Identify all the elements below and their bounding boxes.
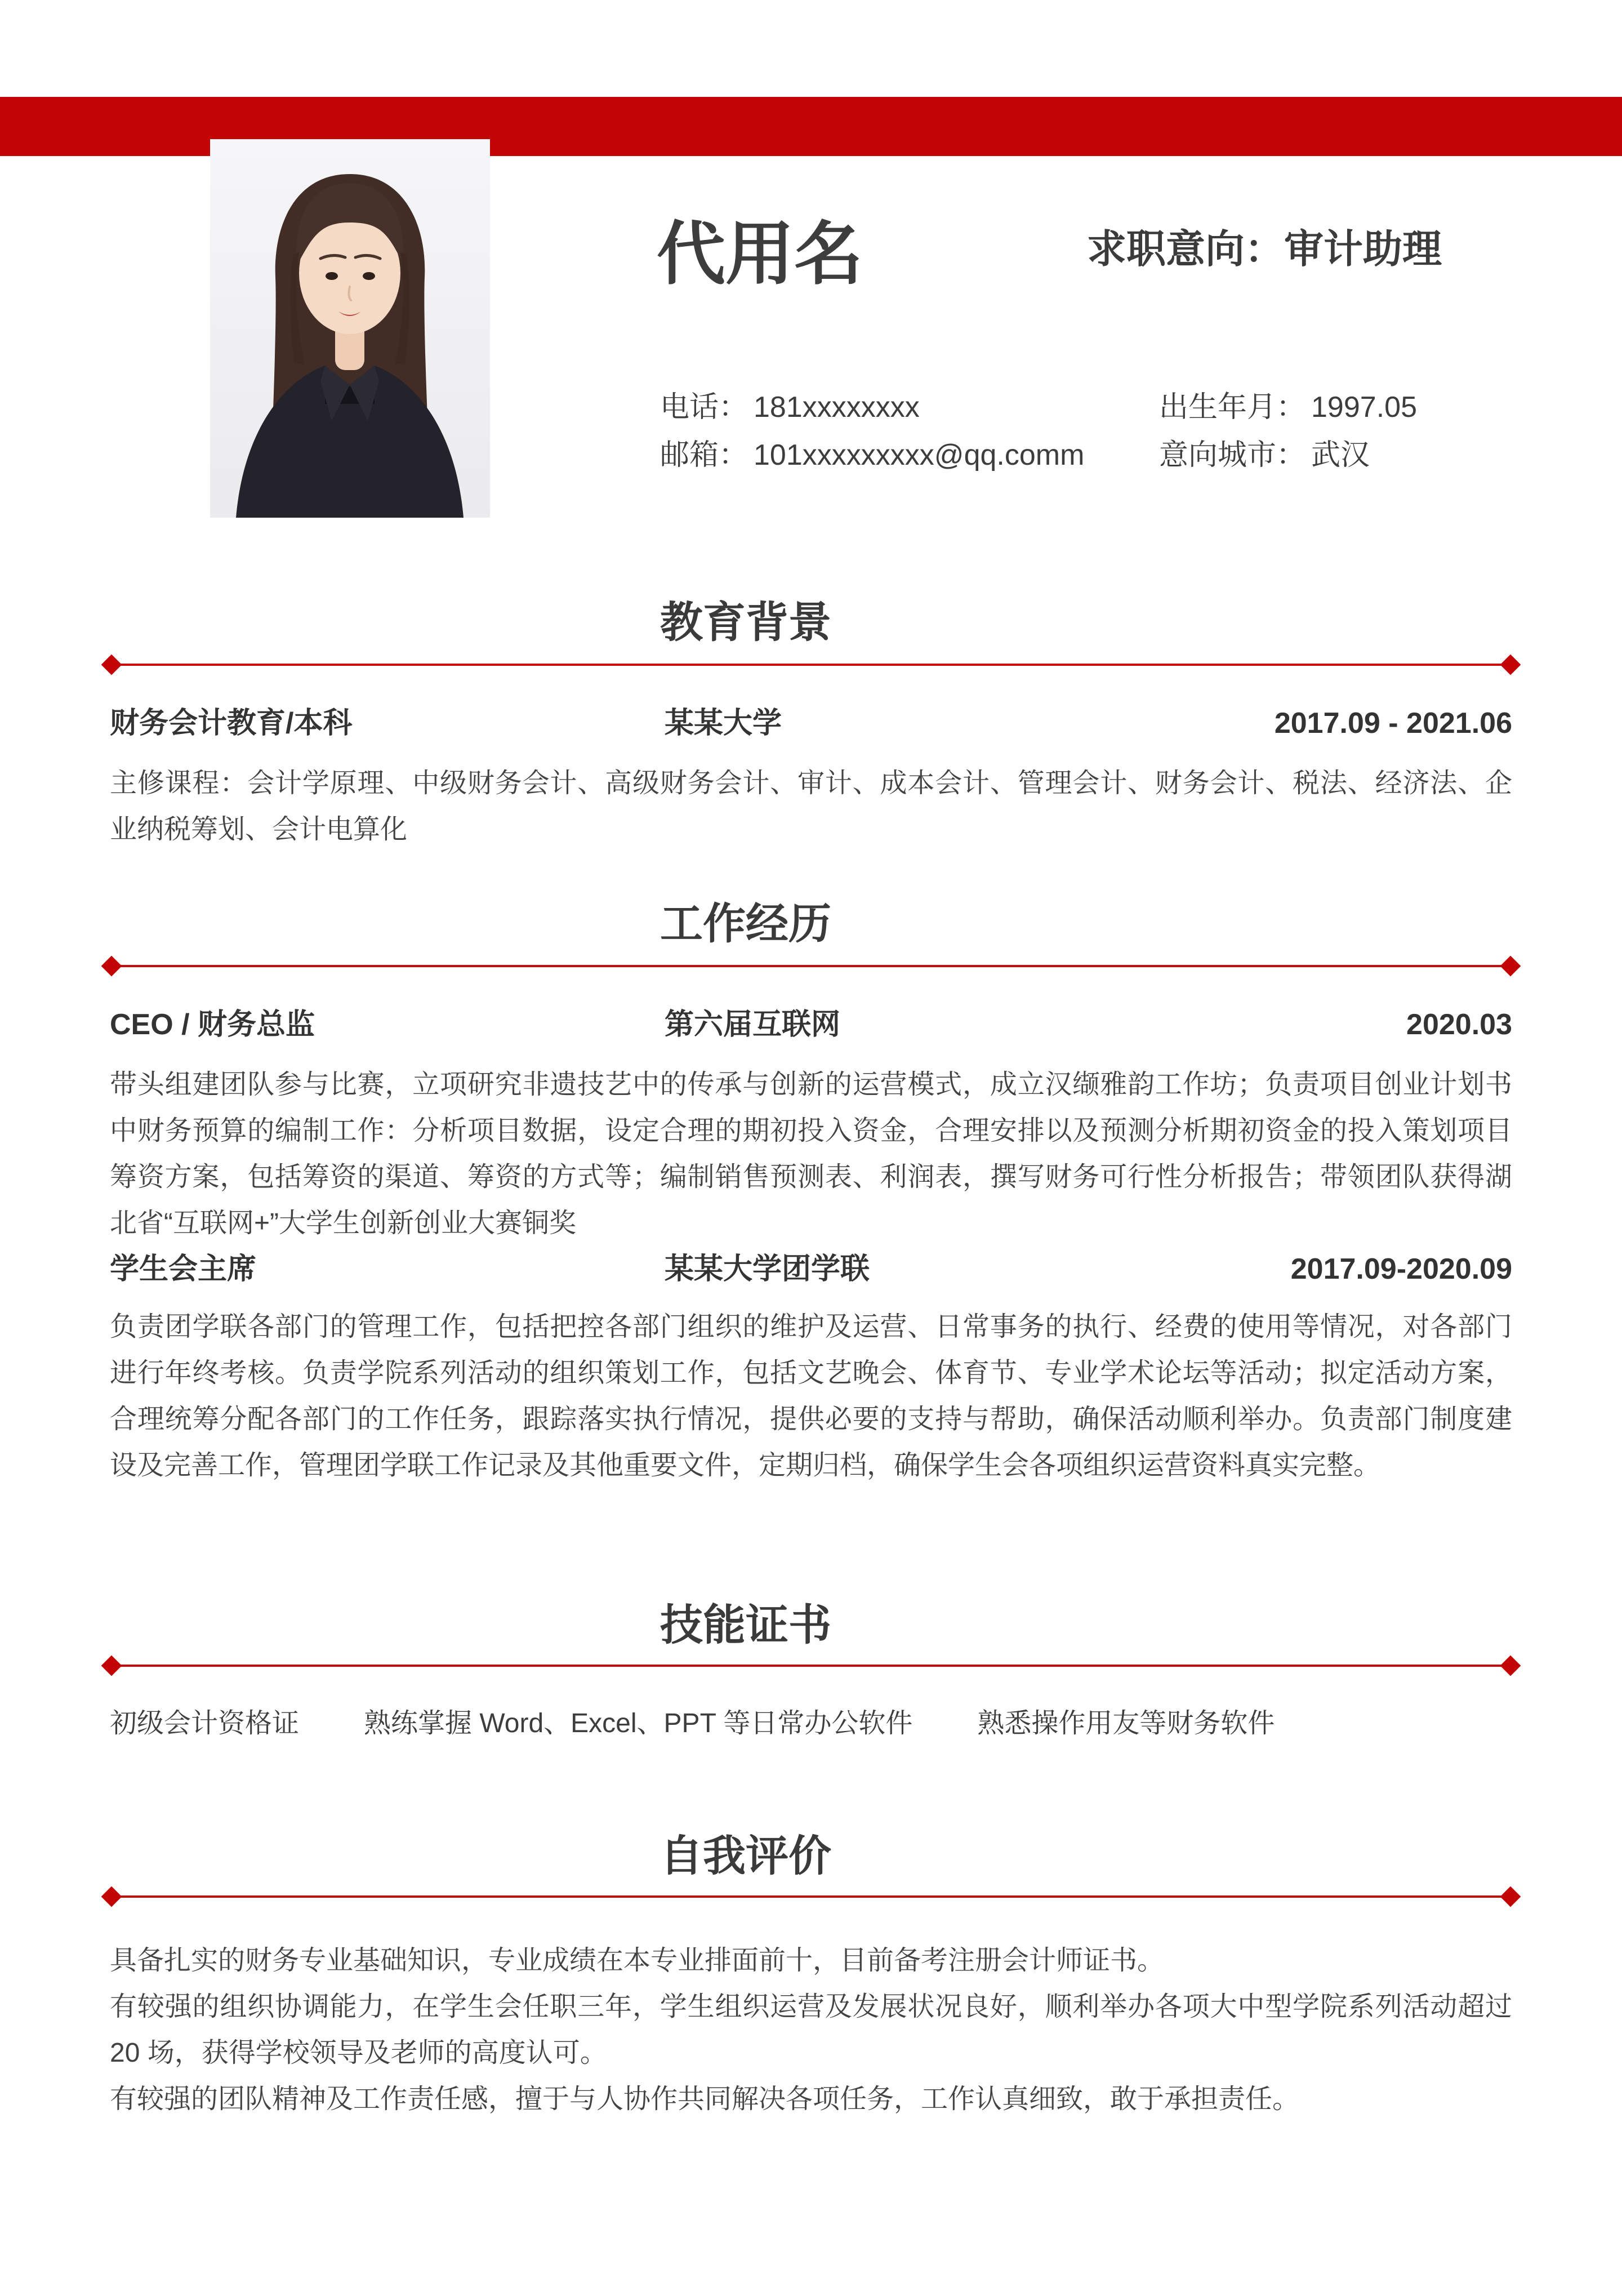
skill-item: 熟练掌握 Word、Excel、PPT 等日常办公软件 bbox=[364, 1708, 913, 1738]
education-major: 财务会计教育/本科 bbox=[110, 707, 353, 740]
city-label: 意向城市： bbox=[1159, 439, 1306, 471]
self-evaluation-item: 具备扎实的财务专业基础知识，专业成绩在本专业排面前十，目前备考注册会计师证书。 bbox=[110, 1946, 1165, 1975]
education-period: 2017.09 - 2021.06 bbox=[1274, 707, 1512, 740]
section-divider bbox=[110, 1895, 1512, 1898]
self-evaluation-list bbox=[110, 1938, 1512, 2123]
work-period: 2020.03 bbox=[1406, 1008, 1512, 1041]
work-org: 某某大学团学联 bbox=[665, 1253, 870, 1285]
section-education-title: 教育背景 bbox=[660, 599, 831, 647]
phone-label: 电话： bbox=[660, 391, 748, 424]
work-role: 学生会主席 bbox=[110, 1253, 257, 1285]
job-intention-label: 求职意向： bbox=[1087, 227, 1284, 271]
self-evaluation-item: 有较强的团队精神及工作责任感，擅于与人协作共同解决各项任务，工作认真细致，敢于承担责任。 bbox=[110, 2084, 1300, 2114]
contact-target-city bbox=[1159, 438, 1370, 473]
section-divider bbox=[110, 965, 1512, 967]
section-self-eval-title: 自我评价 bbox=[660, 1832, 831, 1880]
skill-item: 熟悉操作用友等财务软件 bbox=[977, 1708, 1275, 1738]
contact-email bbox=[660, 438, 1084, 473]
work-period: 2017.09-2020.09 bbox=[1290, 1253, 1512, 1285]
work-entry-row bbox=[110, 1007, 1512, 1042]
contact-phone bbox=[660, 390, 920, 425]
birth-label: 出生年月： bbox=[1159, 391, 1306, 424]
work-org: 第六届互联网 bbox=[665, 1008, 841, 1041]
section-divider bbox=[110, 1665, 1512, 1667]
candidate-name: 代用名 bbox=[657, 216, 863, 292]
section-work-experience bbox=[110, 901, 1512, 1555]
job-intention-value: 审计助理 bbox=[1284, 227, 1442, 271]
education-entry-row bbox=[110, 706, 1512, 741]
education-school: 某某大学 bbox=[665, 707, 782, 740]
work-entry-row bbox=[110, 1252, 1512, 1287]
work-detail: 带头组建团队参与比赛，立项研究非遗技艺中的传承与创新的运营模式，成立汉缬雅韵工作坊；负责项目创业计划书中财务预算的编制工作：分析项目数据，设定合理的期初投入资金，合理安排以及预测分析期初资金的投入策划项目筹资方案，包括筹资的渠道、筹资的方式等；编制销售预测表、利润表，撰写财务可行性分析报告；带领团队获得湖北省“互联网+”大学生创新创业大赛铜奖 bbox=[110, 1070, 1512, 1238]
job-intention bbox=[1087, 228, 1442, 271]
section-work-title: 工作经历 bbox=[660, 900, 831, 948]
skill-item: 初级会计资格证 bbox=[110, 1708, 300, 1738]
phone-value: 181xxxxxxxx bbox=[754, 391, 920, 424]
skills-list bbox=[110, 1707, 1512, 1741]
city-value: 武汉 bbox=[1311, 439, 1370, 471]
section-skills-certificates bbox=[110, 1603, 1512, 1749]
profile-photo bbox=[210, 139, 490, 518]
email-label: 邮箱： bbox=[660, 439, 748, 471]
email-value: 101xxxxxxxxx@qq.comm bbox=[754, 439, 1085, 471]
birth-value: 1997.05 bbox=[1311, 391, 1417, 424]
self-evaluation-item: 有较强的组织协调能力，在学生会任职三年，学生组织运营及发展状况良好，顺利举办各项大中型学院系列活动超过 20 场，获得学校领导及老师的高度认可。 bbox=[110, 1992, 1512, 2068]
work-role: CEO / 财务总监 bbox=[110, 1008, 315, 1041]
section-education bbox=[110, 600, 1512, 865]
section-self-evaluation bbox=[110, 1834, 1512, 2132]
portrait-illustration bbox=[210, 139, 490, 518]
section-divider bbox=[110, 664, 1512, 666]
work-detail: 负责团学联各部门的管理工作，包括把控各部门组织的维护及运营、日常事务的执行、经费的使用等情况，对各部门进行年终考核。负责学院系列活动的组织策划工作，包括文艺晚会、体育节、专业学术论坛等活动；拟定活动方案，合理统筹分配各部门的工作任务，跟踪落实执行情况，提供必要的支持与帮助，确保活动顺利举办。负责部门制度建设及完善工作，管理团学联工作记录及其他重要文件，定期归档，确保学生会各项组织运营资料真实完整。 bbox=[110, 1312, 1512, 1480]
contact-birth-date bbox=[1159, 390, 1417, 425]
education-courses: 主修课程：会计学原理、中级财务会计、高级财务会计、审计、成本会计、管理会计、财务会计、税法、经济法、企业纳税筹划、会计电算化 bbox=[110, 768, 1512, 844]
section-skills-title: 技能证书 bbox=[660, 1601, 831, 1649]
